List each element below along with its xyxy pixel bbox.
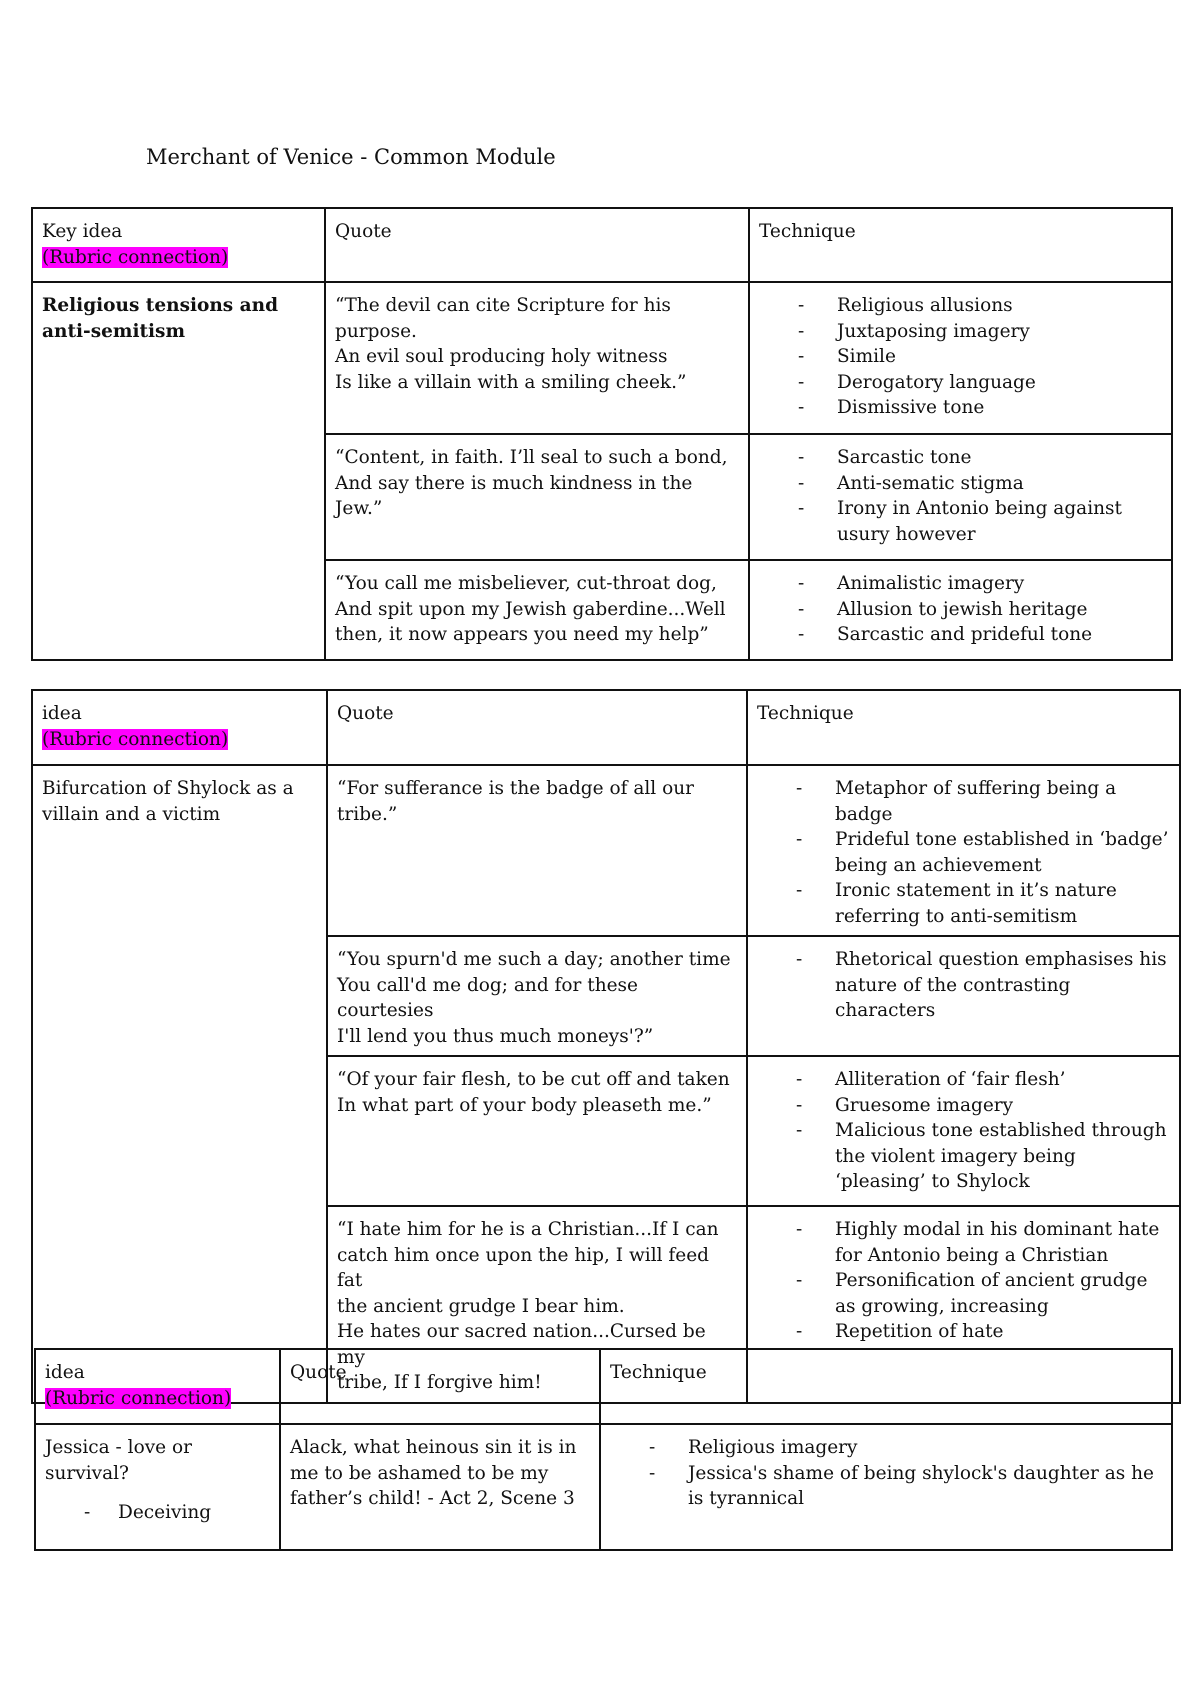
quote-cell (325, 434, 749, 560)
header-technique: Technique (749, 208, 1172, 282)
quote-cell (325, 560, 749, 660)
quote-line: “You spurn'd me such a day; another time (337, 949, 731, 970)
quote-cell (327, 765, 747, 936)
header-key-idea-label: Key idea (42, 221, 123, 242)
header-quote: Quote (280, 1349, 600, 1424)
technique-item: - Gruesome imagery (796, 1093, 1170, 1119)
key-idea-cell (32, 765, 327, 1403)
quote-line: I'll lend you thus much moneys'?” (337, 1025, 654, 1047)
key-idea-line: Religious tensions and (42, 295, 279, 316)
technique-cell (747, 936, 1180, 1056)
header-key-idea (35, 1349, 280, 1424)
header-key-idea-label: idea (42, 703, 82, 724)
quote-line: And say there is much kindness in the Jew.” (335, 472, 693, 519)
quote-line: You call'd me dog; and for these courtesies (337, 974, 638, 1021)
header-technique: Technique (600, 1349, 1172, 1424)
technique-item: - Malicious tone established through the violent imagery being ‘pleasing’ to Shylock (796, 1118, 1170, 1195)
technique-item: - Repetition of hate (796, 1319, 1170, 1345)
quote-line: In what part of your body pleaseth me.” (337, 1094, 712, 1116)
quote-line: Alack, what heinous sin it is in (290, 1437, 577, 1458)
technique-item: - Allusion to jewish heritage (798, 597, 1162, 623)
key-idea-line: Jessica - love or (45, 1437, 192, 1458)
quote-line: “For sufferance is the badge of all our (337, 778, 694, 799)
technique-item: - Prideful tone established in ‘badge’ being an achievement (796, 827, 1170, 878)
quote-line: me to be ashamed to be my (290, 1462, 549, 1484)
rubric-connection-label: (Rubric connection) (45, 1387, 232, 1409)
technique-item: - Derogatory language (798, 370, 1162, 396)
technique-cell (749, 434, 1172, 560)
quote-line: “The devil can cite Scripture for his purpose. (335, 295, 671, 342)
key-idea-line: survival? (45, 1462, 129, 1484)
technique-item: - Dismissive tone (798, 395, 1162, 421)
technique-item: - Jessica's shame of being shylock's daughter as he is tyrannical (649, 1461, 1162, 1512)
table-header-row (35, 1349, 1172, 1424)
key-idea-cell (35, 1424, 280, 1550)
table-shylock-bifurcation (31, 689, 1181, 1404)
key-idea-line: villain and a victim (42, 803, 221, 825)
technique-item: - Sarcastic and prideful tone (798, 622, 1162, 648)
quote-line: “Content, in faith. I’ll seal to such a bond, (335, 447, 728, 468)
quote-line: father’s child! - Act 2, Scene 3 (290, 1488, 575, 1509)
technique-cell (749, 560, 1172, 660)
table-header-row (32, 690, 1180, 765)
technique-item: - Religious allusions (798, 293, 1162, 319)
technique-item: - Personification of ancient grudge as growing, increasing (796, 1268, 1170, 1319)
technique-item: - Highly modal in his dominant hate for Antonio being a Christian (796, 1217, 1170, 1268)
quote-line: An evil soul producing holy witness (335, 346, 668, 367)
technique-item: - Religious imagery (649, 1435, 1162, 1461)
technique-item: - Rhetorical question emphasises his nature of the contrasting characters (796, 947, 1170, 1024)
quote-line: tribe, If I forgive him! (337, 1372, 542, 1393)
quote-line: He hates our sacred nation...Cursed be my (337, 1321, 706, 1368)
quote-line: the ancient grudge I bear him. (337, 1295, 625, 1317)
document-title: Merchant of Venice - Common Module (146, 145, 556, 169)
technique-cell (747, 765, 1180, 936)
rubric-connection-label: (Rubric connection) (42, 246, 229, 268)
header-quote: Quote (327, 690, 747, 765)
technique-item: - Simile (798, 344, 1162, 370)
quote-line: “Of your fair flesh, to be cut off and taken (337, 1069, 730, 1090)
technique-item: - Irony in Antonio being against usury however (798, 496, 1162, 547)
technique-item: - Sarcastic tone (798, 445, 1162, 471)
quote-cell (280, 1424, 600, 1550)
technique-item: - Anti-sematic stigma (798, 471, 1162, 497)
technique-cell (600, 1424, 1172, 1550)
header-quote: Quote (325, 208, 749, 282)
key-idea-cell (32, 282, 325, 660)
technique-item: - Animalistic imagery (798, 571, 1162, 597)
technique-item: - Metaphor of suffering being a badge (796, 776, 1170, 827)
quote-line: “I hate him for he is a Christian...If I can (337, 1219, 719, 1240)
header-technique: Technique (747, 690, 1180, 765)
table-religious-tensions (31, 207, 1173, 661)
header-key-idea-label: idea (45, 1362, 85, 1383)
quote-line: tribe.” (337, 803, 398, 825)
key-idea-subpoint: - Deceiving (84, 1500, 270, 1526)
technique-item: - Juxtaposing imagery (798, 319, 1162, 345)
quote-line: And spit upon my Jewish gaberdine...Well (335, 598, 726, 620)
quote-cell (327, 936, 747, 1056)
quote-line: then, it now appears you need my help” (335, 624, 709, 645)
table-jessica (34, 1348, 1173, 1551)
quote-cell (325, 282, 749, 434)
key-idea-line: anti-semitism (42, 320, 186, 342)
table-header-row (32, 208, 1172, 282)
key-idea-line: Bifurcation of Shylock as a (42, 778, 294, 799)
technique-cell (749, 282, 1172, 434)
quote-line: catch him once upon the hip, I will feed fat (337, 1244, 710, 1291)
quote-line: “You call me misbeliever, cut-throat dog, (335, 573, 717, 594)
table-row (32, 765, 1180, 936)
technique-item: - Ironic statement in it’s nature referring to anti-semitism (796, 878, 1170, 929)
technique-item: - Alliteration of ‘fair flesh’ (796, 1067, 1170, 1093)
quote-cell (327, 1056, 747, 1206)
table-row (35, 1424, 1172, 1550)
technique-cell (747, 1056, 1180, 1206)
header-key-idea (32, 690, 327, 765)
rubric-connection-label: (Rubric connection) (42, 728, 229, 750)
header-key-idea (32, 208, 325, 282)
quote-line: Is like a villain with a smiling cheek.” (335, 371, 687, 393)
table-row (32, 282, 1172, 434)
